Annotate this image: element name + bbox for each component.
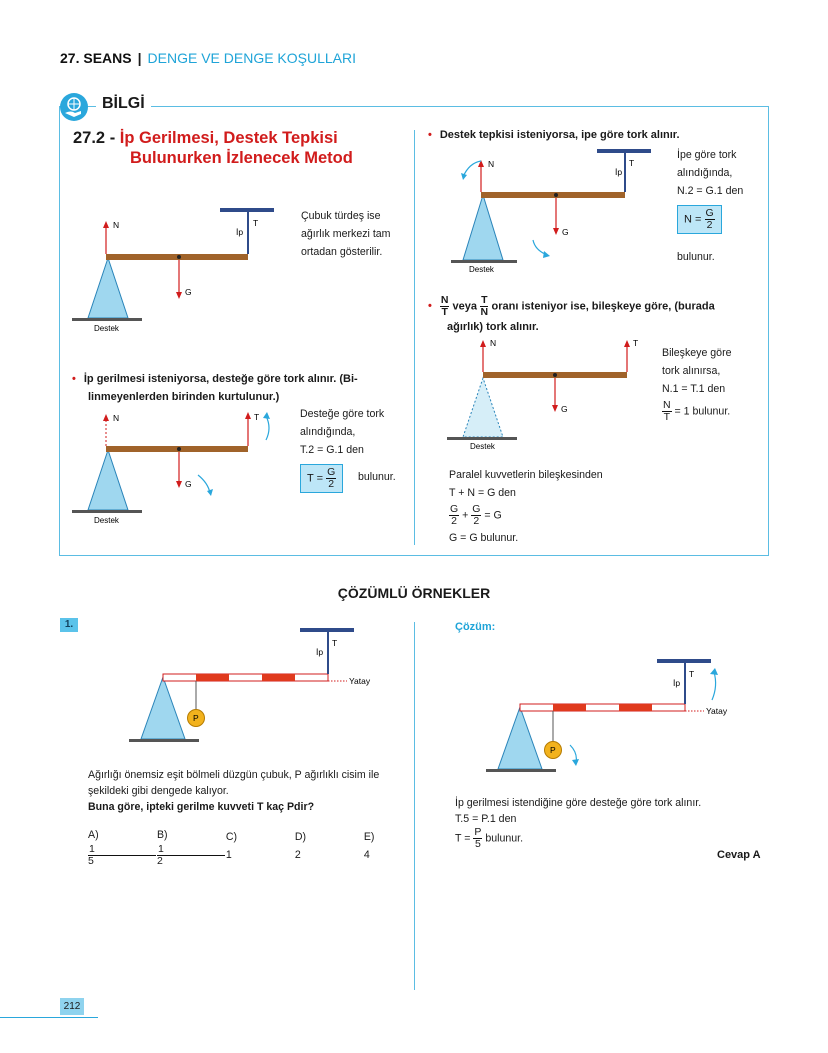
case2-lever-diagram: [445, 145, 665, 277]
question-bold: Buna göre, ipteki gerilme kuvveti T kaç Pdir?: [88, 801, 315, 813]
choice-a[interactable]: [88, 826, 154, 867]
solution-rest: bulunur.: [485, 832, 524, 845]
ratio-rest: = 1 bulunur.: [674, 405, 731, 418]
case2-line: alındığında,: [677, 167, 733, 179]
answer-choices: [88, 826, 430, 867]
info-column-divider: [414, 130, 415, 545]
case2-answer-box: [677, 205, 722, 234]
ratio-t-over-n: [480, 295, 488, 318]
solution-fraction: [473, 827, 482, 850]
label-yatay: Yatay: [349, 676, 371, 686]
label-t: T: [633, 338, 639, 348]
solution-line: T.5 = P.1 den: [455, 813, 517, 825]
solution-result: [455, 827, 701, 850]
bullet: •: [428, 129, 432, 141]
denominator: 2: [328, 478, 335, 490]
solution-label: Çözüm:: [455, 621, 496, 633]
label-destek: Destek: [469, 265, 494, 274]
question-line: Ağırlığı önemsiz eşit bölmeli düzgün çubuk, P ağırlıklı cisim ile: [88, 769, 380, 781]
choice-fraction: [157, 844, 223, 867]
label-n: N: [490, 338, 497, 348]
case1-heading-line2: linmeyenlerden birinden kurtulunur.): [88, 391, 280, 403]
denominator: T: [441, 306, 448, 318]
case3-parallel: [449, 466, 603, 547]
final-line: G = G bulunur.: [449, 532, 519, 544]
case3-line: Bileşkeye göre: [662, 347, 732, 359]
case3-line: tork alınırsa,: [662, 365, 721, 377]
parallel-line: Paralel kuvvetlerin bileşkesinden: [449, 469, 603, 481]
page-header: [60, 50, 356, 66]
veya: veya: [452, 300, 477, 313]
choice-b[interactable]: [157, 826, 223, 867]
sum-rest: = G: [484, 509, 502, 522]
question-text: [88, 767, 379, 815]
examples-column-divider: [414, 622, 415, 990]
choice-value: 1: [225, 849, 232, 862]
answer-fraction: [326, 467, 336, 490]
label-t: T: [689, 669, 695, 679]
choice-key: E): [363, 831, 375, 844]
case3-ratio: [662, 400, 732, 423]
case1-lever-diagram: [70, 405, 300, 530]
numerator: G: [472, 503, 481, 515]
ratio-n-over-t: [440, 295, 450, 318]
case1-after: bulunur.: [358, 471, 396, 483]
case2-heading-text: Destek tepkisi isteniyorsa, ipe göre tork alınır.: [439, 129, 680, 141]
denominator: 2: [473, 515, 480, 527]
case2-text: [677, 146, 743, 200]
label-destek: Destek: [94, 324, 119, 333]
label-g: G: [561, 404, 568, 414]
intro-text: [301, 207, 390, 261]
numerator: T: [481, 294, 488, 306]
label-n: N: [113, 220, 120, 230]
choice-e[interactable]: [364, 828, 430, 864]
case1-answer-box: [300, 464, 343, 493]
choice-value: 2: [294, 849, 301, 862]
case3-text: [662, 344, 732, 423]
seans-number: 27. SEANS: [60, 50, 132, 66]
case1-line: T.2 = G.1 den: [300, 444, 364, 456]
solution-text: [455, 795, 701, 850]
numerator: 1: [157, 844, 225, 856]
solution-lever-diagram: [482, 655, 752, 780]
denominator: N: [480, 306, 489, 318]
choice-fraction: [88, 844, 154, 867]
denominator: T: [663, 411, 670, 423]
case2-heading: [428, 126, 680, 144]
label-ip: İp: [615, 167, 623, 177]
label-ip: İp: [236, 227, 244, 237]
case1-heading-line1: İp gerilmesi isteniyorsa, desteğe göre tork alınır. (Bi-: [83, 373, 358, 385]
label-ip: İp: [316, 647, 324, 657]
case2-after: bulunur.: [677, 251, 715, 263]
label-p: P: [550, 745, 556, 755]
choice-value: 4: [363, 849, 370, 862]
choice-c[interactable]: [226, 828, 292, 864]
label-p: P: [193, 713, 199, 723]
numerator: G: [327, 466, 336, 478]
globe-hand-icon: [60, 93, 88, 121]
numerator: G: [450, 503, 459, 515]
numerator: G: [705, 207, 714, 219]
label-n: N: [488, 159, 495, 169]
case1-line: Desteğe göre tork: [300, 408, 385, 420]
label-t: T: [629, 158, 635, 168]
label-yatay: Yatay: [706, 706, 728, 716]
solution-lhs: T =: [455, 832, 471, 845]
info-label: BİLGİ: [96, 95, 151, 113]
denominator: 2: [706, 219, 713, 231]
label-destek: Destek: [94, 516, 119, 525]
answer-lhs: N =: [684, 213, 702, 226]
section-title-line2: Bulunurken İzlenecek Metod: [130, 149, 353, 167]
label-destek: Destek: [470, 442, 495, 451]
info-box-top-line: [150, 106, 768, 107]
choice-d[interactable]: [295, 828, 361, 864]
numerator: P: [474, 826, 482, 838]
sum-equation: [449, 504, 603, 527]
denominator: 2: [156, 855, 163, 867]
case1-text: [300, 405, 384, 459]
case1-line: alındığında,: [300, 426, 356, 438]
label-g: G: [185, 479, 192, 489]
examples-title: ÇÖZÜMLÜ ÖRNEKLER: [337, 585, 491, 601]
plus-sign: +: [462, 509, 469, 522]
choice-key: B): [156, 829, 168, 841]
page-number: 212: [60, 998, 84, 1015]
label-t: T: [332, 638, 338, 648]
intro-lever-diagram: [70, 200, 300, 340]
intro-line: Çubuk türdeş ise: [301, 210, 381, 222]
intro-line: ortadan gösterilir.: [301, 246, 383, 258]
case2-line: N.2 = G.1 den: [677, 185, 744, 197]
numerator: N: [440, 294, 449, 306]
answer-lhs: T =: [307, 472, 324, 485]
label-t: T: [253, 218, 259, 228]
case3-line: N.1 = T.1 den: [662, 383, 726, 395]
section-title: [73, 128, 353, 168]
case3-heading-line2: ağırlık) tork alınır.: [447, 321, 539, 333]
label-g: G: [185, 287, 192, 297]
header-separator: |: [137, 50, 142, 66]
parallel-line: T + N = G den: [449, 487, 516, 499]
denominator: 2: [451, 515, 457, 527]
sum-fraction-a: [449, 504, 459, 527]
sum-fraction-b: [471, 504, 481, 527]
section-number: 27.2 -: [73, 129, 116, 147]
case3-heading-rest: oranı isteniyor ise, bileşkeye göre, (burada: [491, 300, 715, 313]
solution-line: İp gerilmesi istendiğine göre desteğe göre tork alınır.: [455, 797, 702, 809]
case2-line: İpe göre tork: [677, 149, 737, 161]
case3-heading: [428, 295, 758, 336]
bullet: •: [428, 300, 432, 313]
denominator: 5: [474, 838, 481, 850]
question-lever-diagram: [125, 625, 385, 747]
question-line: şekildeki gibi dengede kalıyor.: [88, 785, 229, 797]
answer-key: Cevap A: [717, 849, 761, 861]
case1-heading: [72, 370, 402, 406]
denominator: 5: [88, 855, 94, 867]
label-ip: İp: [673, 678, 681, 688]
intro-line: ağırlık merkezi tam: [301, 228, 391, 240]
case3-lever-diagram: [445, 335, 665, 455]
section-title-line1: İp Gerilmesi, Destek Tepkisi: [119, 129, 338, 147]
choice-key: D): [294, 831, 307, 844]
topic-title: DENGE VE DENGE KOŞULLARI: [147, 50, 357, 66]
numerator: N: [663, 399, 671, 411]
label-g: G: [562, 227, 569, 237]
choice-key: A): [88, 829, 99, 841]
choice-key: C): [225, 831, 238, 844]
question-number: 1.: [60, 618, 78, 632]
answer-fraction: [705, 208, 715, 231]
label-n: N: [113, 413, 120, 423]
footer-line: [0, 1017, 98, 1018]
bullet: •: [72, 373, 76, 385]
numerator: 1: [88, 844, 156, 856]
ratio-fraction: [662, 400, 672, 423]
label-t: T: [254, 412, 260, 422]
